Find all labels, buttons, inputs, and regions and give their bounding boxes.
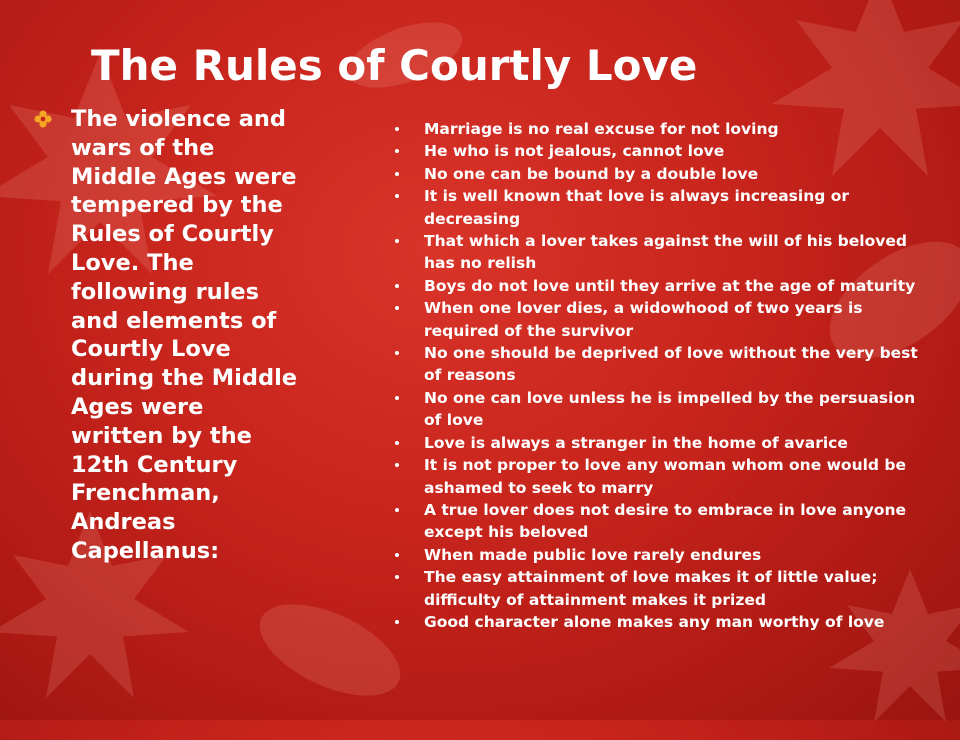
rule-list-item (394, 342, 929, 387)
rule-text: It is not proper to love any woman whom one would be ashamed to seek to marry (424, 456, 907, 497)
rule-text: That which a lover takes against the will of his beloved has no relish (424, 232, 907, 273)
rule-list-item (394, 230, 929, 275)
bullet-dot-icon (395, 127, 399, 131)
rule-list-item (394, 275, 929, 297)
bullet-dot-icon (395, 149, 399, 153)
rule-list-item (394, 297, 929, 342)
rule-list-item (394, 544, 929, 566)
rule-text: A true lover does not desire to embrace in love anyone except his beloved (424, 500, 906, 542)
rule-text: Good character alone makes any man worthy of love (424, 612, 885, 631)
rule-text: He who is not jealous, cannot love (424, 142, 725, 161)
flower-bullet-icon (34, 110, 52, 128)
rule-list-item (394, 185, 929, 230)
rule-list-item (394, 611, 929, 633)
rule-list-item (394, 118, 929, 140)
rule-list-item (394, 387, 929, 432)
rule-list-item (394, 499, 929, 544)
rule-text: Marriage is no real excuse for not loving (424, 120, 779, 138)
rule-text: Boys do not love until they arrive at the age of maturity (424, 276, 916, 295)
background-leaf-icon (240, 560, 420, 740)
rule-text: When made public love rarely endures (424, 545, 762, 564)
bullet-dot-icon (395, 306, 399, 310)
bullet-dot-icon (395, 351, 399, 355)
rule-list-item (394, 454, 929, 499)
rule-text: It is well known that love is always increasing or decreasing (424, 187, 850, 228)
rule-text: No one can be bound by a double love (424, 164, 759, 183)
intro-text: The violence and wars of the Middle Ages were tempered by the Rules of Courtly Love. The following rules and elements of Courtly Love during the Middle Ages were written by the 12th Century Frenchman, Andreas Capellanus: (71, 106, 298, 564)
rules-list (394, 118, 929, 633)
bullet-dot-icon (395, 463, 399, 467)
bullet-dot-icon (395, 284, 399, 288)
rule-list-item (394, 432, 929, 454)
rule-text: When one lover dies, a widowhood of two years is required of the survivor (424, 299, 863, 340)
rule-text: Love is always a stranger in the home of avarice (424, 433, 848, 452)
bullet-dot-icon (395, 172, 399, 176)
rule-list-item (394, 140, 929, 162)
rule-list-item (394, 163, 929, 185)
bullet-dot-icon (395, 575, 399, 579)
rule-text: The easy attainment of love makes it of little value; difficulty of attainment makes it prized (424, 568, 878, 609)
bullet-dot-icon (395, 441, 399, 445)
bullet-dot-icon (395, 239, 399, 243)
bullet-dot-icon (395, 396, 399, 400)
rule-text: No one should be deprived of love without the very best of reasons (424, 344, 918, 385)
bullet-dot-icon (395, 194, 399, 198)
rules-list-block (394, 118, 929, 633)
rule-list-item (394, 566, 929, 611)
bullet-dot-icon (395, 620, 399, 624)
bullet-dot-icon (395, 553, 399, 557)
slide-title: The Rules of Courtly Love (91, 41, 698, 90)
rule-text: No one can love unless he is impelled by the persuasion of love (424, 388, 916, 430)
bullet-dot-icon (395, 508, 399, 512)
